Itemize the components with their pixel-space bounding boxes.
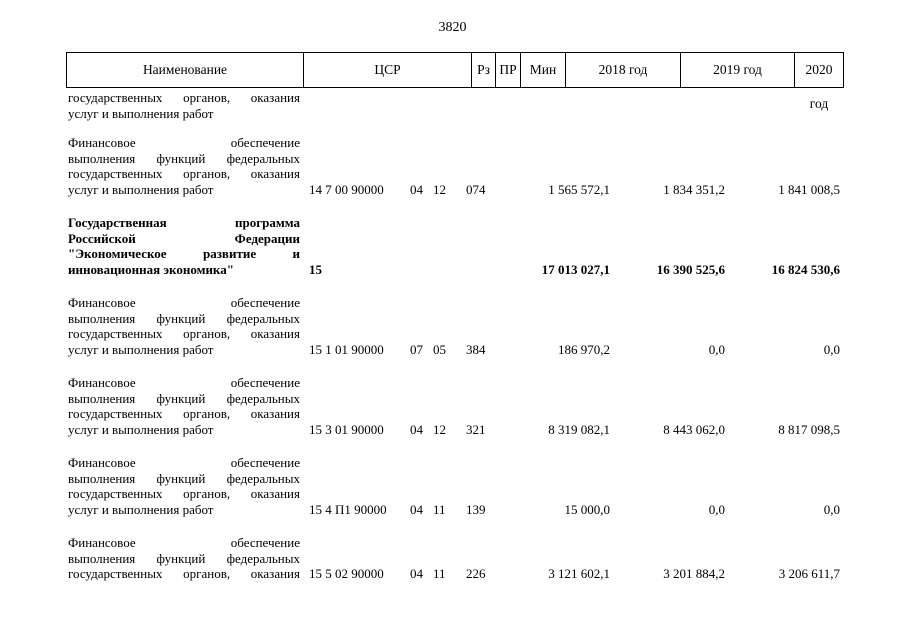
row-name-line: Российской Федерации <box>68 230 300 246</box>
cell-2020: 0,0 <box>823 341 840 357</box>
row-name <box>68 295 300 357</box>
cell-2019: 16 390 525,6 <box>656 261 725 277</box>
cell-min: 074 <box>466 181 486 197</box>
row-name-line: выполнения функций федеральных <box>68 310 300 326</box>
cell-pr: 12 <box>433 181 446 197</box>
cell-2020: 1 841 008,5 <box>778 181 840 197</box>
row-name-line: государственных органов, оказания <box>68 566 300 581</box>
cell-rz: 04 <box>410 501 423 517</box>
cell-rz: 04 <box>410 566 423 581</box>
row-name <box>68 535 300 582</box>
cell-2019: 8 443 062,0 <box>663 421 725 437</box>
cell-pr: 11 <box>433 501 446 517</box>
row-name <box>68 215 300 277</box>
header-csr: ЦСР <box>304 53 472 87</box>
cell-rz: 04 <box>410 181 423 197</box>
row-name-line: выполнения функций федеральных <box>68 470 300 486</box>
cell-pr: 11 <box>433 566 446 581</box>
row-name-line: услуг и выполнения работ <box>68 105 214 121</box>
row-name-line: услуг и выполнения работ <box>68 181 214 197</box>
header-min: Мин <box>521 53 566 87</box>
row-name-line: инновационная экономика" <box>68 261 234 277</box>
cell-2018: 3 121 602,1 <box>548 566 610 581</box>
header-2020: 2020 год <box>805 62 833 111</box>
row-name-line: Финансовое обеспечение <box>68 135 300 150</box>
cell-2018: 15 000,0 <box>564 501 610 517</box>
row-name-line: Финансовое обеспечение <box>68 455 300 470</box>
row-name-line: выполнения функций федеральных <box>68 550 300 566</box>
row-name-line: государственных органов, оказания <box>68 166 300 181</box>
row-name-line: государственных органов, оказания <box>68 326 300 341</box>
cell-csr: 15 <box>309 261 322 277</box>
cell-2018: 17 013 027,1 <box>541 261 610 277</box>
cell-2018: 186 970,2 <box>558 341 610 357</box>
cell-2020: 16 824 530,6 <box>771 261 840 277</box>
page-number: 3820 <box>438 20 467 35</box>
row-name-line: выполнения функций федеральных <box>68 390 300 406</box>
row-name <box>68 375 300 437</box>
header-2019: 2019 год <box>681 53 795 87</box>
cell-csr: 15 4 П1 90000 <box>309 501 387 517</box>
cell-pr: 12 <box>433 421 446 437</box>
cell-2018: 8 319 082,1 <box>548 421 610 437</box>
cell-csr: 15 5 02 90000 <box>309 566 384 581</box>
header-name: Наименование <box>67 53 304 87</box>
row-name-line: услуг и выполнения работ <box>68 421 214 437</box>
cell-csr: 15 3 01 90000 <box>309 421 384 437</box>
cell-2020: 3 206 611,7 <box>778 566 840 581</box>
cell-min: 139 <box>466 501 486 517</box>
cell-pr: 05 <box>433 341 446 357</box>
cell-2020: 0,0 <box>823 501 840 517</box>
row-name-line: выполнения функций федеральных <box>68 150 300 166</box>
cell-2019: 3 201 884,2 <box>663 566 725 581</box>
row-name-line: государственных органов, оказания <box>68 486 300 501</box>
cell-rz: 07 <box>410 341 423 357</box>
row-name-line: государственных органов, оказания <box>68 406 300 421</box>
cell-csr: 15 1 01 90000 <box>309 341 384 357</box>
cell-min: 321 <box>466 421 486 437</box>
cell-min: 384 <box>466 341 486 357</box>
header-pr: ПР <box>496 53 521 87</box>
row-name <box>68 455 300 517</box>
cell-2018: 1 565 572,1 <box>548 181 610 197</box>
row-name-line: Государственная программа <box>68 215 300 230</box>
row-name-line: услуг и выполнения работ <box>68 341 214 357</box>
row-name-line: Финансовое обеспечение <box>68 375 300 390</box>
row-name-line: Финансовое обеспечение <box>68 535 300 550</box>
row-name-line: государственных органов, оказания <box>68 90 300 105</box>
cell-2019: 1 834 351,2 <box>663 181 725 197</box>
header-2018: 2018 год <box>566 53 681 87</box>
row-name <box>68 135 300 197</box>
cell-2020: 8 817 098,5 <box>778 421 840 437</box>
header-rz: Рз <box>472 53 496 87</box>
cell-csr: 14 7 00 90000 <box>309 181 384 197</box>
cell-2019: 0,0 <box>708 341 725 357</box>
row-name-line: Финансовое обеспечение <box>68 295 300 310</box>
cell-2019: 0,0 <box>708 501 725 517</box>
cell-min: 226 <box>466 566 486 581</box>
row-name <box>68 90 300 121</box>
cell-rz: 04 <box>410 421 423 437</box>
row-name-line: услуг и выполнения работ <box>68 501 214 517</box>
row-name-line: "Экономическое развитие и <box>68 246 300 261</box>
